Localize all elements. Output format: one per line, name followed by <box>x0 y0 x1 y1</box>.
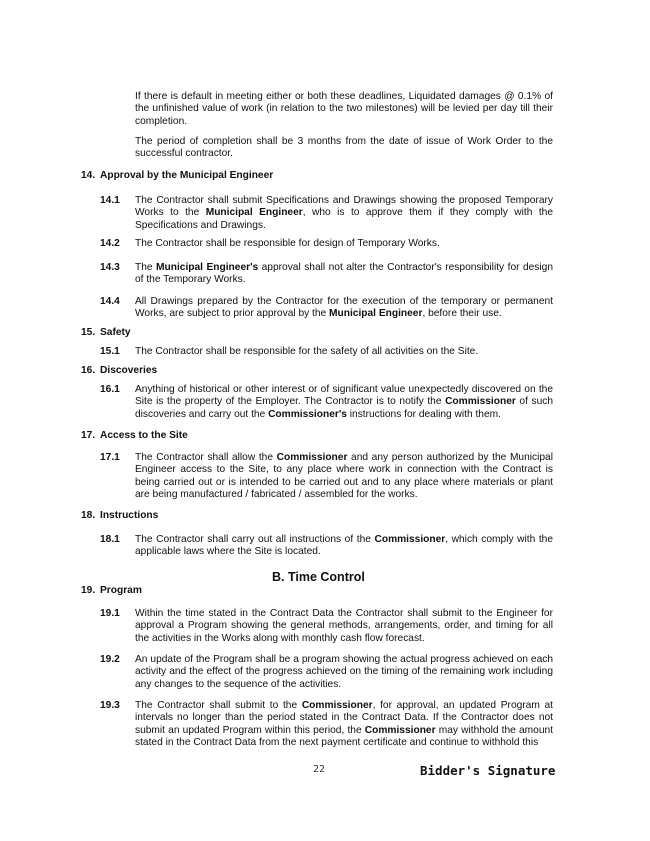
section-16-title: Discoveries <box>100 365 158 376</box>
section-15-title: Safety <box>100 327 131 338</box>
intro-paragraph-1: If there is default in meeting either or both these deadlines, Liquidated damages @ 0.1% of the unfinished value of work (in relation to the two milestones) will be levied per day till their completion. <box>135 91 553 127</box>
clause-14-2-number: 14.2 <box>100 238 120 249</box>
clause-19-2-number: 19.2 <box>100 654 120 665</box>
section-19-title: Program <box>100 585 142 596</box>
clause-17-1-number: 17.1 <box>100 452 120 463</box>
clause-16-1-text: Anything of historical or other interest or of significant value unexpectedly discovered on the Site is the property of the Employer. The Contractor is to notify the Commissioner of such discoveries and carry out the Commissioner's instructions for dealing with them. <box>135 384 553 420</box>
clause-18-1-number: 18.1 <box>100 534 120 545</box>
clause-14-1-text: The Contractor shall submit Specifications and Drawings showing the proposed Temporary Works to the Municipal Engineer, who is to approve them if they comply with the Specifications and Drawings. <box>135 195 553 231</box>
section-15-number: 15. <box>81 327 96 338</box>
clause-14-4-number: 14.4 <box>100 296 120 307</box>
clause-14-3-text: The Municipal Engineer's approval shall not alter the Contractor's responsibility for design of the Temporary Works. <box>135 262 553 286</box>
section-17-number: 17. <box>81 430 96 441</box>
clause-14-2-text: The Contractor shall be responsible for design of Temporary Works. <box>135 238 440 249</box>
section-14-number: 14. <box>81 170 96 181</box>
clause-19-1-number: 19.1 <box>100 608 120 619</box>
clause-19-2-text: An update of the Program shall be a program showing the actual progress achieved on each activity and the effect of the progress achieved on the timing of the remaining work including any changes to the sequence of the activities. <box>135 654 553 690</box>
section-18-number: 18. <box>81 510 96 521</box>
section-18-title: Instructions <box>100 510 159 521</box>
section-19-number: 19. <box>81 585 96 596</box>
clause-15-1-text: The Contractor shall be responsible for the safety of all activities on the Site. <box>135 346 479 357</box>
section-17-title: Access to the Site <box>100 430 188 441</box>
clause-19-3-number: 19.3 <box>100 700 120 711</box>
clause-15-1-number: 15.1 <box>100 346 120 357</box>
section-14-title: Approval by the Municipal Engineer <box>100 170 274 181</box>
bidders-signature-label: Bidder's Signature <box>420 763 556 778</box>
intro-paragraph-2: The period of completion shall be 3 months from the date of issue of Work Order to the successful contractor. <box>135 136 553 160</box>
clause-17-1-text: The Contractor shall allow the Commissioner and any person authorized by the Municipal Engineer access to the Site, to any place where work in connection with the Contract is being carried out or is intended to be carried out and to any place where materials or plant are being manufactured / fabricated / assembled for the works. <box>135 452 553 501</box>
clause-19-1-text: Within the time stated in the Contract Data the Contractor shall submit to the Engineer for approval a Program showing the general methods, arrangements, order, and timing for all the activities in the Works along with monthly cash flow forecast. <box>135 608 553 644</box>
page-number: 22 <box>313 764 326 775</box>
section-16-number: 16. <box>81 365 96 376</box>
part-b-heading: B. Time Control <box>272 570 365 584</box>
clause-14-4-text: All Drawings prepared by the Contractor for the execution of the temporary or permanent Works, are subject to prior approval by the Municipal Engineer, before their use. <box>135 296 553 320</box>
clause-16-1-number: 16.1 <box>100 384 120 395</box>
clause-18-1-text: The Contractor shall carry out all instructions of the Commissioner, which comply with the applicable laws where the Site is located. <box>135 534 554 558</box>
clause-19-3-text: The Contractor shall submit to the Commissioner, for approval, an updated Program at intervals no longer than the period stated in the Contract Data. If the Contractor does not submit an updated Program within this period, the Commissioner may withhold the amount stated in the Contract Data from the next payment certificate and continue to withhold this <box>135 700 553 749</box>
clause-14-1-number: 14.1 <box>100 195 120 206</box>
clause-14-3-number: 14.3 <box>100 262 120 273</box>
